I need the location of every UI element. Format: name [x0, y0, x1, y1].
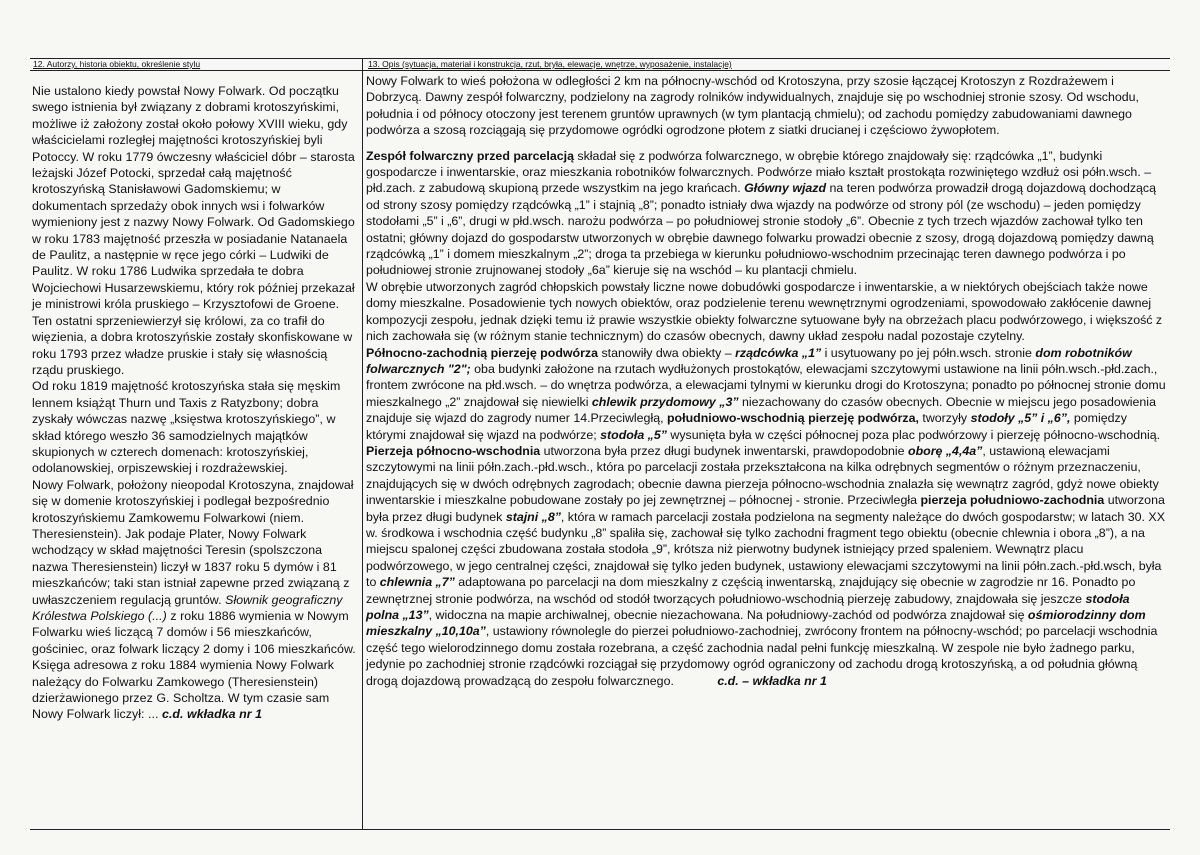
- bold-italic-term: ośmiorodzinny dom mieszkalny „10,10a”: [366, 608, 1146, 639]
- bold-italic-term: stodoła „5”: [600, 427, 667, 442]
- form-frame: [30, 58, 1170, 830]
- description-paragraph-4: [366, 345, 1166, 690]
- bold-term: Pierzeja północno-wschodnia: [366, 443, 541, 458]
- left-column-heading: 12. Autorzy, historia obiektu, określenie stylu: [33, 59, 201, 69]
- text: składał się z podwórza folwarcznego, w obrębie którego znajdowały się: rządcówka „1”, budynki gospodarcze i inwentarskie, oraz mieszkania robotników folwarcznych. Podwórze miało kształt prostokąta rozwiniętego wzdłuż osi półn.wsch. – płd.zach. z zabudową skupioną przede wszystkim na jego krańcach.: [366, 148, 1152, 196]
- left-header-rule: [30, 70, 362, 71]
- text: i usytuowany po jej półn.wsch. stronie: [821, 345, 1036, 360]
- text: utworzona była przez długi budynek: [366, 493, 1165, 524]
- text: tworzyły: [918, 411, 971, 426]
- bold-italic-term: Główny wjazd: [744, 181, 827, 196]
- history-text: z roku 1886 wymienia w Nowym Folwarku wieś liczącą 7 domów i 56 mieszkańców, gościniec, oraz folwark liczący 2 domy i 106 mieszkańców. Księga adresowa z roku 1884 wymienia Nowy Folwark należący do Folwarku Zamkowego (Theresienstein) dzierżawionego przez G. Scholtza. W tym czasie sam Nowy Folwark liczył: ...: [32, 609, 356, 722]
- description-paragraph-1: Nowy Folwark to wieś położona w odległości 2 km na północny-wschód od Krotoszyna, przy szosie łączącej Krotoszyn z Rozdrażewem i Dobrzycą. Dawny zespół folwarczny, podzielony na zagrody rolników indywidualnych, znajduje się po wschodniej stronie szosy. Od wschodu, południa i od północy otoczony jest terenem gruntów uprawnych (w tym plantacją chmielu); od zachodu pomiędzy zabudowaniami dawnego podwórza a szosą rozciągają się przydomowe ogródki ogrodzone płotem z siatki drucianej i częściowo żywopłotem.: [366, 74, 1139, 138]
- history-paragraph-1: Nie ustalono kiedy powstał Nowy Folwark. Od początku swego istnienia był związany z dobrami krotoszyńskimi, możliwe iż założony został około połowy XVIII wieku, gdy właścicielami rozległej majętności krotoszyńskiej byli Potoccy. W roku 1779 ówczesny właściciel dóbr – starosta leżajski Józef Potocki, sprzedał całą majętność krotoszyńską Stanisławowi Gadomskiemu; w dokumentach sprzedaży obok innych wsi i folwarków wymieniony jest z nazwy Nowy Folwark. Od Gadomskiego w roku 1783 majętność przeszła w posiadanie Natanaela de Paulitz, a następnie w ręce jego córki – Ludwiki de Paulitz. W roku 1786 Ludwika sprzedała te dobra Wojciechowi Husarzewskiemu, który rok później przekazał je ministrowi króla pruskiego – Krzysztofowi de Groene. Ten ostatni sprzeniewierzył się królowi, za co trafił do więzienia, a dobra krotoszyńskie zostały skonfiskowane w roku 1793 przez władze pruskie i stały się własnością rządu pruskiego.: [32, 84, 355, 377]
- text: , która w ramach parcelacji została podzielona na segmenty należące do dwóch gospodarstw; w latach 30. XX w. środkowa i wschodnia część budynku „8” spaliła się, zachował się tylko zachodni fragment tego obiektu (obecnie chlewnia i obora „8”), a na miejscu spalonej części zbudowana została stodoła „9”, krótsza niż pierwotny budynek istniejący przed spaleniem. Wewnątrz placu podwórzowego, w jego centralnej części, znajdował się tylko jeden budynek, ustawiony elewacjami szczytowymi na linii półn.zach.-płd.wsch, była to: [366, 509, 1165, 590]
- bold-term: południowo-wschodnią pierzeję podwórza,: [666, 411, 919, 426]
- bold-italic-term: stodoły „5” i „6”,: [970, 411, 1071, 426]
- bold-italic-term: oborę „4,4a”: [908, 443, 983, 458]
- bold-italic-term: chlewik przydomowy „3”: [591, 394, 739, 409]
- right-column-heading: 13. Opis (sytuacja, materiał i konstrukcja, rzut, bryła, elewacje, wnętrze, wyposażenie, instalacje): [368, 59, 732, 69]
- bold-term: Północno-zachodnią pierzeję podwórza: [366, 345, 599, 360]
- history-column: [32, 83, 358, 723]
- text: stanowiły dwa obiekty –: [598, 345, 736, 360]
- history-paragraph-3: [32, 477, 358, 723]
- bold-term: Zespół folwarczny przed parcelacją: [366, 148, 574, 163]
- text: , widoczna na mapie archiwalnej, obecnie niezachowana. Na południowy-zachód od podwórza znajdował się: [428, 608, 1028, 622]
- text: pomiędzy którymi znajdował się wjazd na podwórze;: [366, 411, 1127, 442]
- bold-italic-term: rządcówka „1”: [735, 345, 822, 360]
- text: , ustawiony równolegle do pierzei południowo-zachodniej, zwrócony frontem na północny-wschód; po parcelacji wschodnia część tego wielorodzinnego domu została rozebrana, a część zachodnia nadal pełni funkcję mieszkalną. W zespole nie było żadnego parku, jedynie po zachodniej stronie rządcówki rozciągał się przydomowy ogród ograniczony od zachodu drogą krotoszyńską, a od południa główną drogą dojazdową prowadzącą do zespołu folwarcznego.: [366, 624, 1158, 688]
- history-source-title: Słownik geograficzny Królestwa Polskiego (...): [32, 592, 343, 623]
- bold-italic-term: stajni „8”: [505, 509, 561, 524]
- column-divider: [362, 59, 363, 829]
- text: na teren podwórza prowadził drogą dojazdową dochodzącą od strony szosy pomiędzy rządcówką „1” i stajnią „8”; ponadto istniały dwa wjazdy na podwórze od strony pól (ze wschodu) – jeden pomiędzy stodołami „5” i „6”, drugi w płd.wsch. narożu podwórza – po południowej stronie stodoły „6”. Obecnie z tych trzech wjazdów zachował tylko ten ostatni; główny dojazd do gospodarstw utworzonych w obrębie dawnego folwarku prowadzi obecnie z szosy, drogą dojazdową pomiędzy dawną rządcówką „1” i domem mieszkalnym „2”; droga ta przebiega w kierunku południowo-wschodnim przecinając teren dawnego podwórza i po południowej stronie zrujnowanej stodoły „6a” kieruje się na wschód – ku plantacji chmielu.: [366, 181, 1157, 278]
- description-paragraph-3: W obrębie utworzonych zagród chłopskich powstały liczne nowe dobudówki gospodarcze i inwentarskie, a w niektórych obejściach także nowe domy mieszkalne. Posadowienie tych nowych obiektów, oraz podzielenie terenu wewnętrznymi ogrodzeniami, spowodowało zakłócenie dawnej kompozycji zespołu, jednak dzięki temu iż prawie wszystkie obiekty folwarczne sytuowane były na obrzeżach placu podwórzowego, i większość z nich zachowała się (w różnym stanie technicznym) do czasów obecnych, dawny układ zespołu nadal pozostaje czytelny.: [366, 279, 1163, 344]
- text: utworzona była przez długi budynek inwentarski, prawdopodobnie: [540, 443, 908, 458]
- history-paragraph-2: Od roku 1819 majętność krotoszyńska stała się męskim lennem książąt Thurn und Taxis z Ratyzbony; dobra zyskały wówczas nazwę „księstwa krotoszyńskiego”, w skład którego weszło 36 samodzielnych majątków skupionych w czterech domenach: krotoszyńskiej, odolanowskiej, orpiszewskiej i rozdrażewskiej.: [32, 379, 341, 476]
- text: , ustawioną elewacjami szczytowymi na linii półn.zach.-płd.wsch., która po parcelacji została przekształcona na kilka odrębnych segmentów o różnym przeznaczeniu, znajdujących się w dwóch odrębnych zagrodach; obecnie dawna pierzeja północno-wschodnia znalazła się wewnątrz zagród, gdyż nowe obiekty inwentarskie i mieszkalne pobudowane zostały po jej zewnętrznej – północnej - stronie. Przeciwległa: [366, 443, 1159, 508]
- description-column: [366, 73, 1166, 689]
- text: niezachowany do czasów obecnych. Obecnie w miejscu jego posadowienia znajduje się wjazd do zagrody numer 14.Przeciwległą,: [366, 394, 1156, 426]
- bold-italic-term: dom robotników folwarcznych "2";: [366, 345, 1132, 376]
- description-paragraph-2: [366, 148, 1166, 279]
- text: oba budynki założone na rzutach wydłużonych prostokątów, elewacjami szczytowymi ustawione na linii półn.wsch.-płd.zach., frontem zwrócone na płd.wsch. – do wnętrza podwórza, a elewacjami tylnymi w kierunku drogi do Krotoszyna; ponadto po północnej stronie domu mieszkalnego „2” znajdował się niewielki: [366, 361, 1166, 409]
- continuation-note: c.d. wkładka nr 1: [162, 707, 263, 722]
- right-header-rule: [363, 70, 1170, 71]
- continuation-note: c.d. – wkładka nr 1: [717, 673, 827, 688]
- bold-term: pierzeja południowo-zachodnia: [920, 493, 1105, 508]
- text: wysunięta była w części północnej poza plac podwórzowy i pierzeję północno-wschodnią.: [666, 427, 1161, 442]
- history-text: Nowy Folwark, położony nieopodal Krotoszyna, znajdował się w domenie krotoszyńskiej i podlegał bezpośrednio krotoszyńskiemu Zamkowemu Folwarkowi (niem. Theresienstein). Jak podaje Plater, Nowy Folwark wchodzący w skład majętności Teresin (spolszczona nazwa Theresienstein) liczył w 1837 roku 5 dymów i 81 mieszkańców; taki stan istniał zapewne przed związaną z uwłaszczeniem regulacją gruntów.: [32, 477, 354, 607]
- bold-italic-term: stodoła polna „13”: [366, 591, 1130, 622]
- bold-italic-term: chlewnia „7”: [379, 575, 455, 590]
- text: adaptowana po parcelacji na dom mieszkalny z częścią inwentarską, znajdujący się obecnie w zagrodzie nr 16. Ponadto po zewnętrznej stronie podwórza, na wschód od stodół tworzących południowo-wschodnią pierzeję zabudowy, znajdowała się jeszcze: [366, 575, 1136, 606]
